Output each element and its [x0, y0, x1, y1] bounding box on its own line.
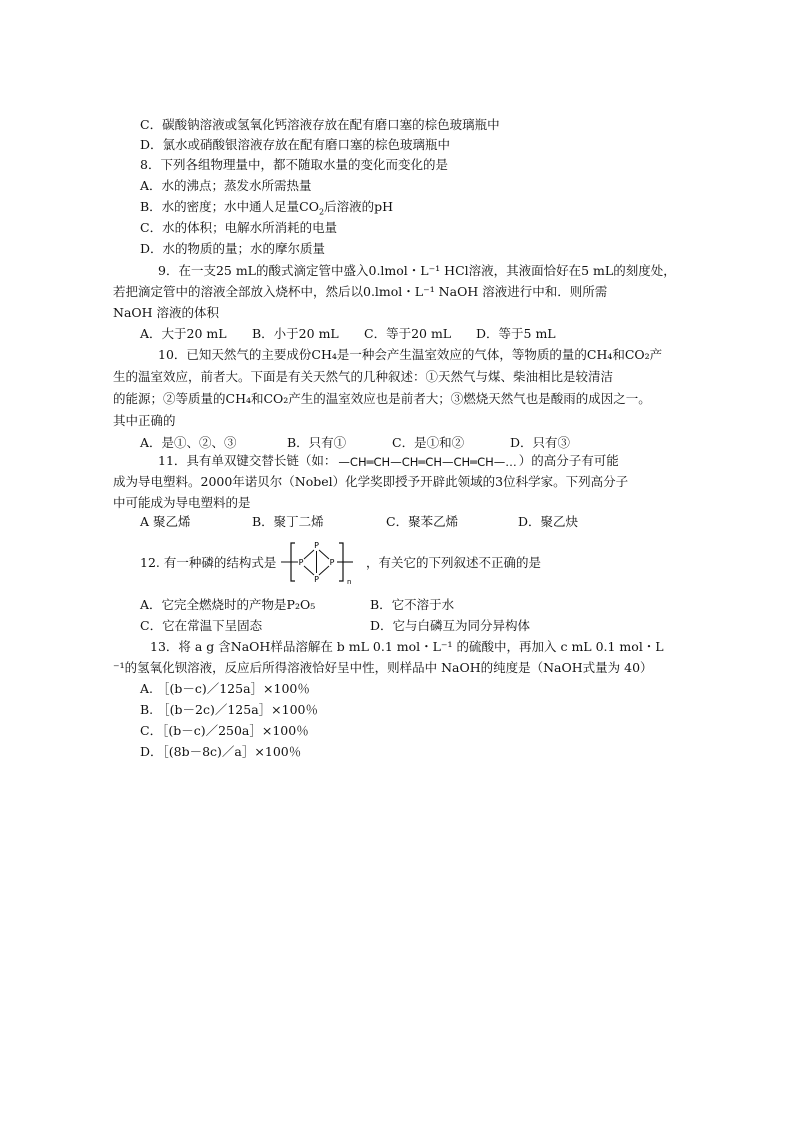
- q10-line2: 生的温室效应，前者大。下面是有关天然气的几种叙述：①天然气与煤、柴油相比是较清洁: [113, 369, 614, 384]
- q9-option-b: B．小于20 mL: [252, 326, 339, 341]
- p-atom-left: P: [298, 558, 304, 567]
- phosphorus-structure-diagram: [281, 538, 365, 586]
- q8-option-d: D．水的物质的量；水的摩尔质量: [140, 241, 326, 256]
- q12-option-b: B．它不溶于水: [370, 597, 455, 612]
- q10-option-b: B．只有①: [287, 435, 347, 450]
- p-atom-right: P: [329, 558, 335, 567]
- q13-option-a: A. ［(b－c)／125a］×100％: [140, 681, 310, 696]
- q13-option-c: C．［(b－c)／250a］×100％: [140, 723, 309, 738]
- q11-option-c: C．聚苯乙烯: [386, 514, 459, 529]
- q9-line3: NaOH 溶液的体积: [113, 305, 220, 320]
- q13-option-d: D．［(8b－8c)／a］×100％: [140, 744, 302, 759]
- q9-option-d: D．等于5 mL: [476, 326, 556, 341]
- q12-option-d: D．它与白磷互为同分异构体: [370, 618, 531, 633]
- q12-stem-prefix: 12. 有一种磷的结构式是: [140, 555, 277, 570]
- q11-line3: 中可能成为导电塑料的是: [113, 495, 251, 510]
- q7-option-d: D．氯水或硝酸银溶液存放在配有磨口塞的棕色玻璃瓶中: [140, 137, 451, 152]
- q8-stem: 8．下列各组物理量中，都不随取水量的变化而变化的是: [140, 157, 448, 172]
- q13-option-b: B. ［(b－2c)／125a］×100％: [140, 702, 318, 717]
- q10-line1: 10．已知天然气的主要成份CH₄是一种会产生温室效应的气体，等物质的量的CH₄和CO₂产: [158, 347, 663, 362]
- q11-option-d: D．聚乙炔: [518, 514, 579, 529]
- q11-line2: 成为导电塑料。2000年诺贝尔（Nobel）化学奖即授予开辟此领域的3位科学家。下列高分子: [113, 474, 629, 489]
- q10-option-a: A．是①、②、③: [140, 435, 237, 450]
- q12-options-row2: [0, 616, 794, 636]
- q10-option-d: D．只有③: [510, 435, 571, 450]
- q13-line2: ⁻¹的氢氧化钡溶液，反应后所得溶液恰好呈中性，则样品中 NaOH的纯度是（NaOH式量为 40）: [113, 660, 653, 675]
- q11-options: [0, 512, 794, 532]
- polymer-subscript-n: n: [347, 578, 352, 586]
- q8-option-a: A．水的沸点；蒸发水所需热量: [140, 178, 312, 193]
- conjugated-chain-formula: —CH═CH—CH═CH—CH═CH—…: [338, 454, 517, 469]
- q10-line4: 其中正确的: [113, 413, 176, 428]
- q11-line1: 11．具有单双键交替长链（如： —CH═CH—CH═CH—CH═CH—… ）的高分子有可能: [158, 451, 619, 471]
- q8-option-c: C．水的体积；电解水所消耗的电量: [140, 220, 338, 235]
- q7-option-c: C．碳酸钠溶液或氢氧化钙溶液存放在配有磨口塞的棕色玻璃瓶中: [140, 117, 500, 132]
- q9-options: [0, 324, 794, 344]
- q9-line1: 9．在一支25 mL的酸式滴定管中盛入0.lmol・L⁻¹ HCl溶液，其液面恰好在5 mL的刻度处，: [158, 263, 676, 278]
- q12-options-row1: [0, 595, 794, 615]
- q9-line2: 若把滴定管中的溶液全部放入烧杯中，然后以0.lmol・L⁻¹ NaOH 溶液进行中和．则所需: [113, 284, 608, 299]
- q12-stem-suffix: ，有关它的下列叙述不正确的是: [366, 555, 542, 570]
- q12-option-c: C．它在常温下呈固态: [140, 618, 263, 633]
- q10-options: [0, 433, 794, 453]
- q10-option-c: C．是①和②: [392, 435, 465, 450]
- q11-option-a: A 聚乙烯: [140, 514, 191, 529]
- q9-option-c: C．等于20 mL: [364, 326, 452, 341]
- q13-line1: 13．将 a g 含NaOH样品溶解在 b mL 0.1 mol・L⁻¹ 的硫酸中，再加入 c mL 0.1 mol・L: [150, 639, 664, 654]
- p-atom-bottom: P: [314, 575, 319, 584]
- q11-option-b: B．聚丁二烯: [252, 514, 324, 529]
- q8-option-b: B．水的密度；水中通人足量$CO_2$后溶液的pH: [140, 199, 393, 217]
- p-atom-top: P: [314, 541, 319, 550]
- q9-option-a: A．大于20 mL: [140, 326, 227, 341]
- q12-option-a: A．它完全燃烧时的产物是P₂O₅: [140, 597, 316, 612]
- q10-line3: 的能源；②等质量的CH₄和CO₂产生的温室效应也是前者大；③燃烧天然气也是酸雨的成因之一。: [113, 391, 651, 406]
